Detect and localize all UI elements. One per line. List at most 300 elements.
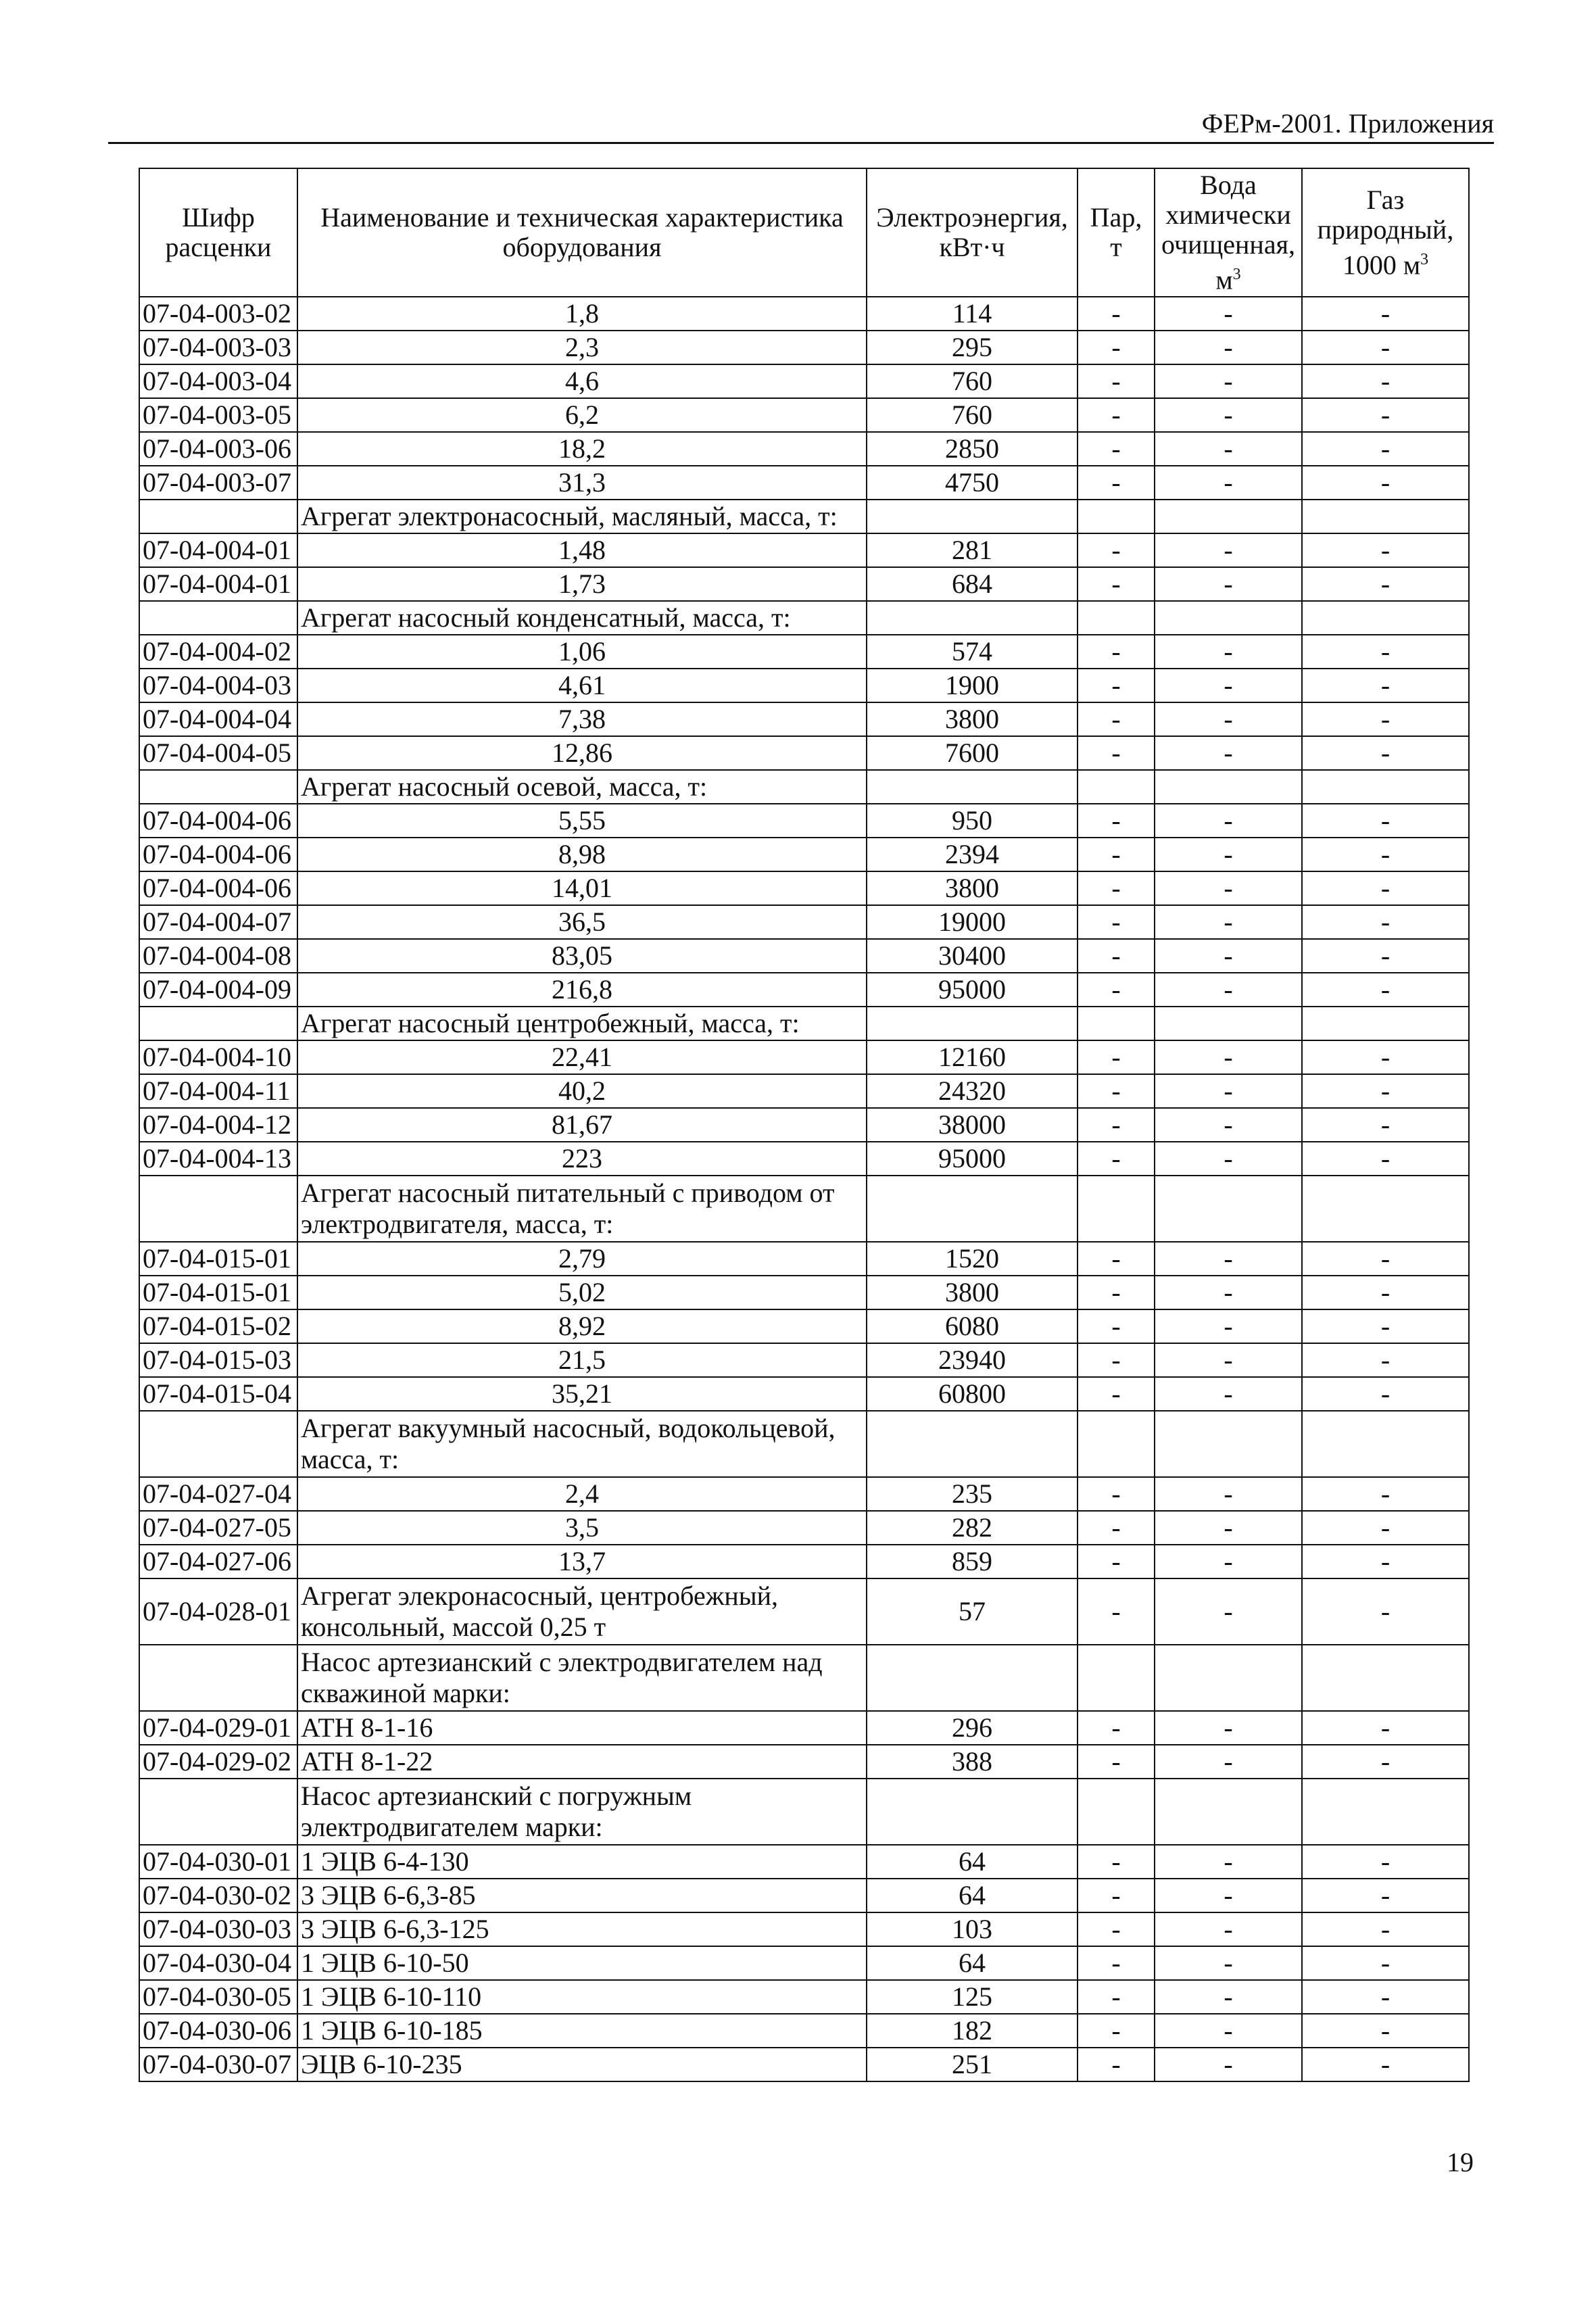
gas-value: -: [1302, 973, 1469, 1007]
equipment-mass: 4,61: [297, 669, 867, 702]
steam-value: -: [1078, 1980, 1155, 2014]
power-value: 114: [867, 297, 1078, 331]
equipment-mass: 21,5: [297, 1343, 867, 1377]
steam-value: -: [1078, 567, 1155, 601]
gas-value: -: [1302, 364, 1469, 398]
equipment-name: ЭЦВ 6-10-235: [297, 2048, 867, 2081]
equipment-mass: 13,7: [297, 1545, 867, 1578]
equipment-mass: 1,06: [297, 635, 867, 669]
power-value: 64: [867, 1946, 1078, 1980]
rate-code: 07-04-004-01: [139, 567, 297, 601]
power-value: 2850: [867, 432, 1078, 466]
gas-value: -: [1302, 2048, 1469, 2081]
equipment-mass: 5,55: [297, 804, 867, 838]
power-value: 7600: [867, 736, 1078, 770]
steam-value: -: [1078, 533, 1155, 567]
empty-cell: [1302, 601, 1469, 635]
rate-code: 07-04-004-12: [139, 1108, 297, 1142]
power-value: 64: [867, 1879, 1078, 1912]
water-value: -: [1155, 297, 1302, 331]
steam-value: -: [1078, 1711, 1155, 1745]
equipment-mass: 6,2: [297, 398, 867, 432]
power-value: 125: [867, 1980, 1078, 2014]
gas-value: -: [1302, 838, 1469, 871]
gas-value: -: [1302, 398, 1469, 432]
table-row: [139, 669, 1469, 702]
gas-value: -: [1302, 1142, 1469, 1176]
steam-value: -: [1078, 364, 1155, 398]
gas-value: -: [1302, 1343, 1469, 1377]
steam-value: -: [1078, 1276, 1155, 1309]
power-value: 1900: [867, 669, 1078, 702]
table-row: [139, 331, 1469, 364]
water-value: -: [1155, 2014, 1302, 2048]
equipment-name: 1 ЭЦВ 6-10-50: [297, 1946, 867, 1980]
gas-value: -: [1302, 736, 1469, 770]
empty-cell: [1155, 500, 1302, 533]
rate-code: 07-04-015-01: [139, 1276, 297, 1309]
water-value: -: [1155, 1946, 1302, 1980]
empty-cell: [1302, 770, 1469, 804]
table-row: [139, 702, 1469, 736]
water-value: -: [1155, 1711, 1302, 1745]
table-row: [139, 905, 1469, 939]
empty-cell: [867, 1779, 1078, 1845]
steam-value: -: [1078, 736, 1155, 770]
water-value: -: [1155, 939, 1302, 973]
empty-cell: [139, 1411, 297, 1477]
gas-value: -: [1302, 1477, 1469, 1511]
power-value: 950: [867, 804, 1078, 838]
gas-value: -: [1302, 1845, 1469, 1879]
rate-code: 07-04-004-01: [139, 533, 297, 567]
empty-cell: [1078, 1007, 1155, 1040]
equipment-mass: 18,2: [297, 432, 867, 466]
empty-cell: [1302, 500, 1469, 533]
power-value: 30400: [867, 939, 1078, 973]
power-value: 281: [867, 533, 1078, 567]
table-row: [139, 871, 1469, 905]
table-row: [139, 1040, 1469, 1074]
rate-code: 07-04-004-11: [139, 1074, 297, 1108]
steam-value: -: [1078, 466, 1155, 500]
steam-value: -: [1078, 804, 1155, 838]
table-row: [139, 1477, 1469, 1511]
water-value: -: [1155, 1276, 1302, 1309]
rate-code: 07-04-030-03: [139, 1912, 297, 1946]
gas-value: -: [1302, 1108, 1469, 1142]
gas-value: -: [1302, 466, 1469, 500]
power-value: 3800: [867, 1276, 1078, 1309]
empty-cell: [867, 1176, 1078, 1242]
table-row: [139, 1745, 1469, 1779]
group-heading-row: [139, 1411, 1469, 1477]
power-value: 296: [867, 1711, 1078, 1745]
water-value: -: [1155, 905, 1302, 939]
table-row: [139, 297, 1469, 331]
table-row: [139, 1343, 1469, 1377]
equipment-mass: 1,8: [297, 297, 867, 331]
table-row: [139, 804, 1469, 838]
power-value: 251: [867, 2048, 1078, 2081]
table-row: [139, 1108, 1469, 1142]
power-value: 760: [867, 398, 1078, 432]
header-code: Шифр расценки: [139, 168, 297, 297]
equipment-name: 1 ЭЦВ 6-10-110: [297, 1980, 867, 2014]
equipment-name: АТН 8-1-22: [297, 1745, 867, 1779]
water-value: -: [1155, 432, 1302, 466]
rate-code: 07-04-003-07: [139, 466, 297, 500]
table-row: [139, 838, 1469, 871]
steam-value: -: [1078, 973, 1155, 1007]
table-row: [139, 1912, 1469, 1946]
gas-value: -: [1302, 1711, 1469, 1745]
water-value: -: [1155, 398, 1302, 432]
equipment-resources-table: [139, 168, 1470, 2082]
equipment-mass: 35,21: [297, 1377, 867, 1411]
power-value: 684: [867, 567, 1078, 601]
empty-cell: [1155, 1176, 1302, 1242]
table-row: [139, 1276, 1469, 1309]
equipment-name: АТН 8-1-16: [297, 1711, 867, 1745]
gas-value: -: [1302, 2014, 1469, 2048]
power-value: 57: [867, 1578, 1078, 1645]
table-row: [139, 1309, 1469, 1343]
equipment-mass: 3,5: [297, 1511, 867, 1545]
steam-value: -: [1078, 432, 1155, 466]
power-value: 4750: [867, 466, 1078, 500]
gas-value: -: [1302, 669, 1469, 702]
rate-code: 07-04-030-06: [139, 2014, 297, 2048]
equipment-mass: 1,48: [297, 533, 867, 567]
steam-value: -: [1078, 1912, 1155, 1946]
rate-code: 07-04-004-08: [139, 939, 297, 973]
gas-value: -: [1302, 1879, 1469, 1912]
power-value: 6080: [867, 1309, 1078, 1343]
rate-code: 07-04-004-03: [139, 669, 297, 702]
gas-value: -: [1302, 1309, 1469, 1343]
table-row: [139, 1980, 1469, 2014]
header-title: ФЕРм-2001. Приложения: [1201, 108, 1494, 139]
equipment-mass: 223: [297, 1142, 867, 1176]
table-row: [139, 1879, 1469, 1912]
water-value: -: [1155, 1377, 1302, 1411]
table-row: [139, 2014, 1469, 2048]
empty-cell: [1078, 770, 1155, 804]
equipment-name: 1 ЭЦВ 6-4-130: [297, 1845, 867, 1879]
header-water: Вода химически очищенная, $м^3$: [1155, 168, 1302, 297]
group-heading-row: [139, 1007, 1469, 1040]
rate-code: 07-04-004-10: [139, 1040, 297, 1074]
steam-value: -: [1078, 398, 1155, 432]
water-value: -: [1155, 1511, 1302, 1545]
gas-value: -: [1302, 1946, 1469, 1980]
group-heading: Агрегат электронасосный, масляный, масса, т:: [297, 500, 867, 533]
power-value: 12160: [867, 1040, 1078, 1074]
rate-code: 07-04-015-03: [139, 1343, 297, 1377]
steam-value: -: [1078, 838, 1155, 871]
rate-code: 07-04-030-05: [139, 1980, 297, 2014]
gas-value: -: [1302, 1040, 1469, 1074]
equipment-mass: 8,92: [297, 1309, 867, 1343]
steam-value: -: [1078, 1745, 1155, 1779]
steam-value: -: [1078, 1377, 1155, 1411]
header-steam: Пар, т: [1078, 168, 1155, 297]
equipment-mass: 14,01: [297, 871, 867, 905]
rate-code: 07-04-003-06: [139, 432, 297, 466]
power-value: 760: [867, 364, 1078, 398]
gas-value: -: [1302, 1545, 1469, 1578]
gas-value: -: [1302, 905, 1469, 939]
rate-code: 07-04-027-04: [139, 1477, 297, 1511]
rate-code: 07-04-004-06: [139, 838, 297, 871]
table-row: [139, 1545, 1469, 1578]
rate-code: 07-04-003-04: [139, 364, 297, 398]
water-value: -: [1155, 1879, 1302, 1912]
steam-value: -: [1078, 905, 1155, 939]
water-value: -: [1155, 533, 1302, 567]
rate-code: 07-04-004-05: [139, 736, 297, 770]
group-heading-row: [139, 601, 1469, 635]
equipment-mass: 81,67: [297, 1108, 867, 1142]
empty-cell: [1078, 1411, 1155, 1477]
header-power: Электроэнергия, кВт·ч: [867, 168, 1078, 297]
gas-value: -: [1302, 1578, 1469, 1645]
steam-value: -: [1078, 1309, 1155, 1343]
steam-value: -: [1078, 1108, 1155, 1142]
gas-value: -: [1302, 1276, 1469, 1309]
equipment-mass: 2,3: [297, 331, 867, 364]
gas-value: -: [1302, 1377, 1469, 1411]
equipment-mass: 7,38: [297, 702, 867, 736]
table-row: [139, 466, 1469, 500]
rate-code: 07-04-015-01: [139, 1242, 297, 1276]
steam-value: -: [1078, 1578, 1155, 1645]
group-heading: Агрегат насосный центробежный, масса, т:: [297, 1007, 867, 1040]
table-row: [139, 736, 1469, 770]
equipment-mass: 2,79: [297, 1242, 867, 1276]
water-value: -: [1155, 1545, 1302, 1578]
empty-cell: [1302, 1779, 1469, 1845]
rate-code: 07-04-004-07: [139, 905, 297, 939]
table-row: [139, 1578, 1469, 1645]
water-value: -: [1155, 1980, 1302, 2014]
rate-code: 07-04-030-02: [139, 1879, 297, 1912]
empty-cell: [867, 500, 1078, 533]
rate-code: 07-04-030-01: [139, 1845, 297, 1879]
steam-value: -: [1078, 2048, 1155, 2081]
water-value: -: [1155, 1477, 1302, 1511]
steam-value: -: [1078, 1946, 1155, 1980]
steam-value: -: [1078, 1879, 1155, 1912]
power-value: 235: [867, 1477, 1078, 1511]
empty-cell: [1302, 1007, 1469, 1040]
water-value: -: [1155, 871, 1302, 905]
water-value: -: [1155, 1912, 1302, 1946]
steam-value: -: [1078, 1142, 1155, 1176]
rate-code: 07-04-004-02: [139, 635, 297, 669]
water-value: -: [1155, 364, 1302, 398]
power-value: 38000: [867, 1108, 1078, 1142]
equipment-name: 3 ЭЦВ 6-6,3-85: [297, 1879, 867, 1912]
table-row: [139, 1845, 1469, 1879]
steam-value: -: [1078, 297, 1155, 331]
gas-value: -: [1302, 1242, 1469, 1276]
power-value: 60800: [867, 1377, 1078, 1411]
steam-value: -: [1078, 669, 1155, 702]
steam-value: -: [1078, 1074, 1155, 1108]
water-value: -: [1155, 1108, 1302, 1142]
rate-code: 07-04-015-04: [139, 1377, 297, 1411]
group-heading-row: [139, 500, 1469, 533]
rate-code: 07-04-004-06: [139, 804, 297, 838]
equipment-name: 1 ЭЦВ 6-10-185: [297, 2014, 867, 2048]
gas-value: -: [1302, 432, 1469, 466]
group-heading-row: [139, 770, 1469, 804]
empty-cell: [139, 770, 297, 804]
water-value: -: [1155, 1578, 1302, 1645]
group-heading: Агрегат насосный осевой, масса, т:: [297, 770, 867, 804]
power-value: 103: [867, 1912, 1078, 1946]
power-value: 859: [867, 1545, 1078, 1578]
steam-value: -: [1078, 331, 1155, 364]
group-heading: Насос артезианский с электродвигателем над скважиной марки:: [297, 1645, 867, 1711]
rate-code: 07-04-004-13: [139, 1142, 297, 1176]
equipment-mass: 12,86: [297, 736, 867, 770]
water-value: -: [1155, 1142, 1302, 1176]
empty-cell: [139, 1645, 297, 1711]
table-row: [139, 1946, 1469, 1980]
water-value: -: [1155, 331, 1302, 364]
table-row: [139, 533, 1469, 567]
power-value: 388: [867, 1745, 1078, 1779]
gas-value: -: [1302, 804, 1469, 838]
table-header-row: [139, 168, 1469, 297]
empty-cell: [139, 500, 297, 533]
table-row: [139, 635, 1469, 669]
table-row: [139, 1377, 1469, 1411]
empty-cell: [1078, 1176, 1155, 1242]
empty-cell: [1302, 1411, 1469, 1477]
group-heading: Агрегат насосный конденсатный, масса, т:: [297, 601, 867, 635]
steam-value: -: [1078, 1511, 1155, 1545]
empty-cell: [1078, 500, 1155, 533]
gas-value: -: [1302, 1912, 1469, 1946]
steam-value: -: [1078, 702, 1155, 736]
steam-value: -: [1078, 871, 1155, 905]
rate-code: 07-04-003-02: [139, 297, 297, 331]
empty-cell: [1155, 1779, 1302, 1845]
equipment-mass: 8,98: [297, 838, 867, 871]
steam-value: -: [1078, 1545, 1155, 1578]
table-row: [139, 1511, 1469, 1545]
gas-value: -: [1302, 567, 1469, 601]
power-value: 295: [867, 331, 1078, 364]
table-row: [139, 432, 1469, 466]
power-value: 24320: [867, 1074, 1078, 1108]
steam-value: -: [1078, 1477, 1155, 1511]
power-value: 95000: [867, 1142, 1078, 1176]
water-value: -: [1155, 635, 1302, 669]
equipment-name: Агрегат элекронасосный, центробежный, консольный, массой 0,25 т: [297, 1578, 867, 1645]
steam-value: -: [1078, 939, 1155, 973]
gas-value: -: [1302, 1980, 1469, 2014]
empty-cell: [867, 1007, 1078, 1040]
empty-cell: [867, 601, 1078, 635]
rate-code: 07-04-028-01: [139, 1578, 297, 1645]
rate-code: 07-04-003-03: [139, 331, 297, 364]
water-value: -: [1155, 1309, 1302, 1343]
table-row: [139, 2048, 1469, 2081]
equipment-mass: 2,4: [297, 1477, 867, 1511]
equipment-mass: 1,73: [297, 567, 867, 601]
steam-value: -: [1078, 1845, 1155, 1879]
group-heading: Насос артезианский с погружным электродвигателем марки:: [297, 1779, 867, 1845]
table-row: [139, 1242, 1469, 1276]
gas-value: -: [1302, 1074, 1469, 1108]
empty-cell: [139, 1779, 297, 1845]
gas-value: -: [1302, 331, 1469, 364]
power-value: 64: [867, 1845, 1078, 1879]
header-name: Наименование и техническая характеристика оборудования: [297, 168, 867, 297]
header-gas: Газ природный, 1000 $м^3$: [1302, 168, 1469, 297]
empty-cell: [1155, 601, 1302, 635]
power-value: 574: [867, 635, 1078, 669]
steam-value: -: [1078, 2014, 1155, 2048]
empty-cell: [1155, 1645, 1302, 1711]
equipment-name: 3 ЭЦВ 6-6,3-125: [297, 1912, 867, 1946]
group-heading-row: [139, 1645, 1469, 1711]
rate-code: 07-04-003-05: [139, 398, 297, 432]
page-number: 19: [1447, 2147, 1474, 2177]
gas-value: -: [1302, 533, 1469, 567]
rate-code: 07-04-029-01: [139, 1711, 297, 1745]
equipment-mass: 31,3: [297, 466, 867, 500]
power-value: 282: [867, 1511, 1078, 1545]
water-value: -: [1155, 1040, 1302, 1074]
rate-code: 07-04-004-06: [139, 871, 297, 905]
gas-value: -: [1302, 871, 1469, 905]
power-value: 19000: [867, 905, 1078, 939]
gas-value: -: [1302, 939, 1469, 973]
power-value: 2394: [867, 838, 1078, 871]
water-value: -: [1155, 567, 1302, 601]
table-row: [139, 567, 1469, 601]
equipment-mass: 36,5: [297, 905, 867, 939]
gas-value: -: [1302, 1511, 1469, 1545]
water-value: -: [1155, 2048, 1302, 2081]
running-header: [108, 108, 1494, 144]
equipment-mass: 216,8: [297, 973, 867, 1007]
empty-cell: [1302, 1176, 1469, 1242]
rate-code: 07-04-029-02: [139, 1745, 297, 1779]
water-value: -: [1155, 669, 1302, 702]
power-value: 1520: [867, 1242, 1078, 1276]
gas-value: -: [1302, 702, 1469, 736]
group-heading-row: [139, 1779, 1469, 1845]
water-value: -: [1155, 1074, 1302, 1108]
water-value: -: [1155, 736, 1302, 770]
water-value: -: [1155, 1745, 1302, 1779]
rate-code: 07-04-027-06: [139, 1545, 297, 1578]
table-row: [139, 973, 1469, 1007]
power-value: 3800: [867, 702, 1078, 736]
empty-cell: [1302, 1645, 1469, 1711]
water-value: -: [1155, 838, 1302, 871]
table-row: [139, 1142, 1469, 1176]
power-value: 95000: [867, 973, 1078, 1007]
water-value: -: [1155, 804, 1302, 838]
